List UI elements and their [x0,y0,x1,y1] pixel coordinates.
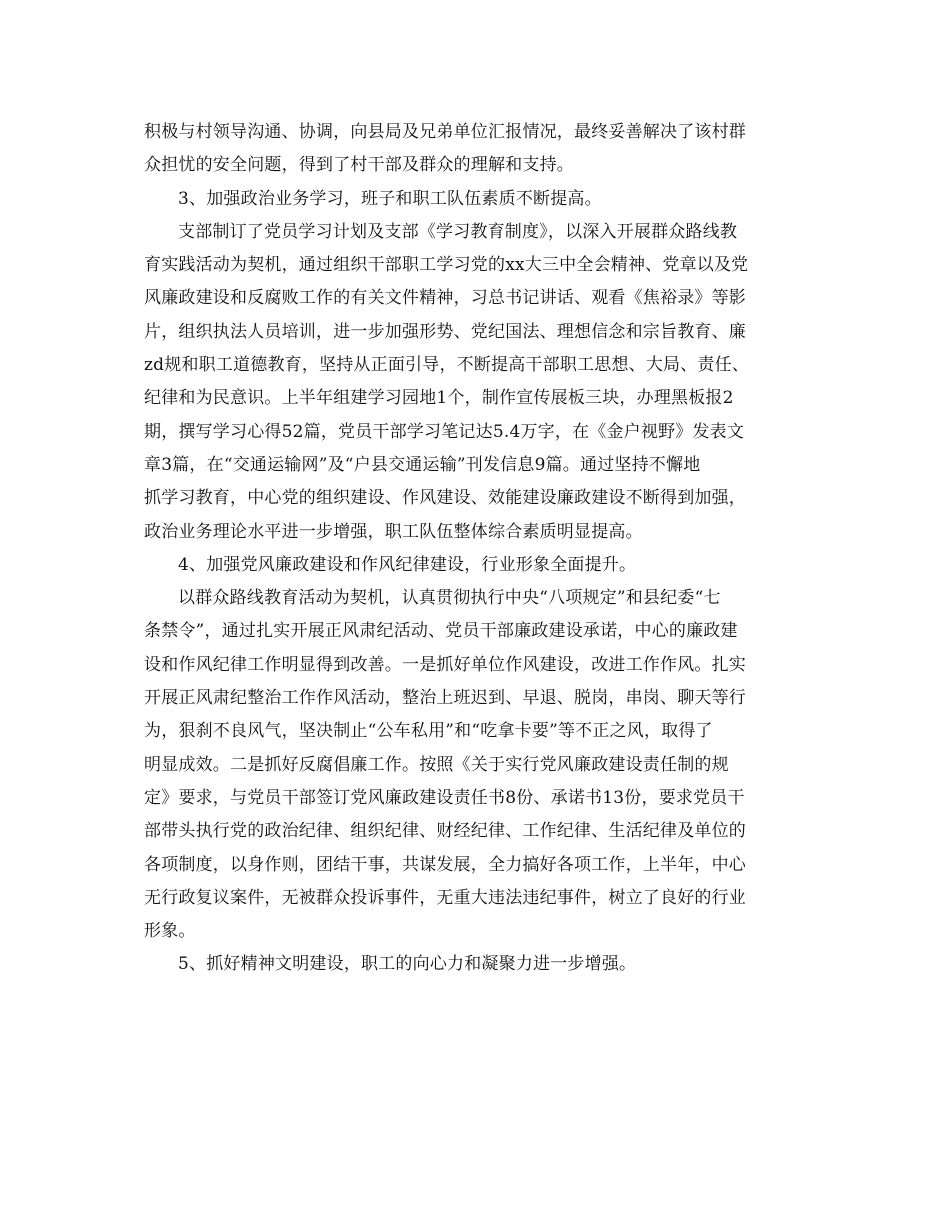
text-line: zd规和职工道德教育，坚持从正面引导，不断提高干部职工思想、大局、责任、 [144,355,750,376]
section-heading-3 [144,183,824,216]
text-line: 无行政复议案件，无被群众投诉事件，无重大违法违纪事件，树立了良好的行业 [144,887,746,908]
text-line: 以群众路线教育活动为契机，认真贯彻执行中央“八项规定”和县纪委“七 [178,588,721,609]
text-line: 抓学习教育，中心党的组织建设、作风建设、效能建设廉政建设不断得到加强， [144,488,746,509]
text-line: 积极与村领导沟通、协调，向县局及兄弟单位汇报情况，最终妥善解决了该村群 [144,122,746,142]
text-line: 片，组织执法人员培训，进一步加强形势、党纪国法、理想信念和宗旨教育、廉 [144,321,746,342]
heading-text: 4、加强党风廉政建设和作风纪律建设，行业形象全面提升。 [178,554,637,575]
paragraph-continuation [144,116,824,183]
text-line: 部带头执行党的政治纪律、组织纪律、财经纪律、工作纪律、生活纪律及单位的 [144,821,746,842]
heading-text: 5、抓好精神文明建设，职工的向心力和凝聚力进一步增强。 [178,954,637,975]
text-line: 风廉政建设和反腐败工作的有关文件精神，习总书记讲话、观看《焦裕录》等影 [144,288,746,309]
text-line: 育实践活动为契机，通过组织干部职工学习党的xx大三中全会精神、党章以及党 [144,255,749,276]
text-line: 支部制订了党员学习计划及支部《学习教育制度》，以深入开展群众路线教 [178,221,738,242]
heading-text: 3、加强政治业务学习，班子和职工队伍素质不断提高。 [178,188,602,209]
paragraph-study [144,216,824,549]
section-heading-4 [144,549,824,582]
text-line: 明显成效。二是抓好反腐倡廉工作。按照《关于实行党风廉政建设责任制的规 [144,754,729,775]
text-line: 期，撰写学习心得52篇，党员干部学习笔记达5.4万字，在《金户视野》发表文 [144,421,745,442]
text-line: 各项制度，以身作则，团结干事，共谋发展，全力搞好各项工作，上半年，中心 [144,854,746,875]
paragraph-integrity [144,582,824,948]
text-line: 定》要求，与党员干部签订党风廉政建设责任书8份、承诺书13份，要求党员干 [144,787,745,808]
text-line: 政治业务理论水平进一步增强，职工队伍整体综合素质明显提高。 [144,521,643,542]
text-line: 为，狠刹不良风气，坚决制止“公车私用”和“吃拿卡要”等不正之风，取得了 [144,721,713,742]
text-line: 众担忧的安全问题，得到了村干部及群众的理解和支持。 [144,155,574,176]
text-line: 章3篇，在“交通运输网”及“户县交通运输”刊发信息9篇。通过坚持不懈地 [144,454,701,475]
text-line: 开展正风肃纪整治工作作风活动，整治上班迟到、早退、脱岗，串岗、聊天等行 [144,688,746,709]
text-line: 设和作风纪律工作明显得到改善。一是抓好单位作风建设，改进工作作风。扎实 [144,654,746,675]
text-line: 条禁令”，通过扎实开展正风肃纪活动、党员干部廉政建设承诺，中心的廉政建 [144,621,738,642]
document-body [144,116,824,982]
text-line: 形象。 [144,921,196,942]
section-heading-5 [144,948,824,981]
text-line: 纪律和为民意识。上半年组建学习园地1个，制作宣传展板三块，办理黑板报2 [144,388,734,409]
